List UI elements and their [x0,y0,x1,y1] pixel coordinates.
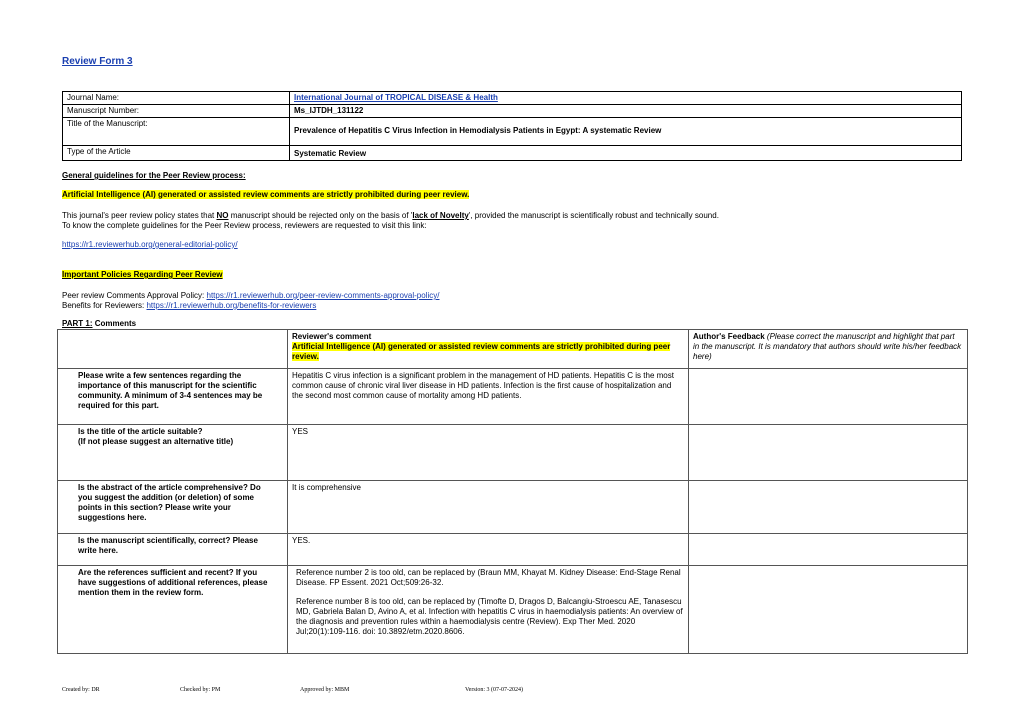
question-scientific: Is the manuscript scientifically, correct? Please write here. [58,534,288,566]
feedback-abstract[interactable] [689,481,968,534]
manuscript-number-label: Manuscript Number: [63,105,290,118]
journal-name-value[interactable] [290,92,962,105]
approval-policy-link[interactable]: https://r1.reviewerhub.org/peer-review-comments-approval-policy/ [206,291,440,300]
article-type-value: Systematic Review [290,146,962,161]
form-title: Review Form 3 [62,56,133,67]
comment-title[interactable]: YES [288,425,689,481]
policy-no: NO [216,211,229,220]
comment-scientific[interactable]: YES. [288,534,689,566]
benefits-link[interactable]: https://r1.reviewerhub.org/benefits-for-reviewers [146,301,317,310]
question-references: Are the references sufficient and recent? If you have suggestions of additional references, please mention them in the review form. [58,566,288,654]
feedback-references[interactable] [689,566,968,654]
manuscript-title-value: Prevalence of Hepatitis C Virus Infection in Hemodialysis Patients in Egypt: A systematic Review [290,118,962,146]
footer-approved: Approved by: MBM [300,687,350,693]
manuscript-title-label: Title of the Manuscript: [63,118,290,146]
journal-label: Journal Name: [63,92,290,105]
ai-warning: Artificial Intelligence (AI) generated or assisted review comments are strictly prohibited during peer review. [62,190,470,199]
comment-references[interactable]: Reference number 2 is too old, can be replaced by (Braun MM, Khayat M. Kidney Disease: End-Stage Renal Disease. FP Essent. 2021 Oct;509:26-32. Reference number 8 is too old, can be replaced by (Timofte D, Dragos D, Balcangiu-Stroescu AE, Tanasescu MD, Gabriela Balan D, Avino A, et al. Infection with hepatitis C virus in haemodialysis patients: An overview of the diagnosis and prevention rules within a haemodialysis centre (Review). Exp Ther Med. 2020 Jul;20(1):109-116. doi: 10.3892/etm.2020.8606. [288,566,689,654]
question-title: Is the title of the article suitable? (If not please suggest an alternative title) [58,425,288,481]
approval-policy-label: Peer review Comments Approval Policy: [62,291,207,300]
manuscript-number-value: Ms_IJTDH_131122 [290,105,962,118]
policies-links [62,291,439,311]
question-importance: Please write a few sentences regarding the importance of this manuscript for the scientific community. A minimum of 3-4 sentences may be required for this part. [58,369,288,425]
header-blank-cell [58,330,288,369]
footer-checked: Checked by: PM [180,687,221,693]
journal-link[interactable]: International Journal of TROPICAL DISEASE & Health [294,93,498,102]
benefits-label: Benefits for Reviewers: [62,301,147,310]
reviewer-ai-warning: Artificial Intelligence (AI) generated or assisted review comments are strictly prohibited during peer review. [292,342,671,361]
question-abstract: Is the abstract of the article comprehensive? Do you suggest the addition (or deletion) of some points in this section? Please write your suggestions here. [58,481,288,534]
feedback-scientific[interactable] [689,534,968,566]
guidelines-heading: General guidelines for the Peer Review process: [62,171,246,180]
footer-created: Created by: DR [62,687,100,693]
feedback-importance[interactable] [689,369,968,425]
editorial-policy-link[interactable]: https://r1.reviewerhub.org/general-editorial-policy/ [62,240,238,249]
comment-importance[interactable]: Hepatitis C virus infection is a significant problem in the management of HD patients. Hepatitis C is the most common cause of chronic viral liver disease in HD patients. Infection is the first cause of hospitalization and the second most common cause of mortality among HD patients. [288,369,689,425]
footer-version: Version: 3 (07-07-2024) [465,687,523,693]
manuscript-info-table [62,91,962,161]
part1-heading: PART 1: Comments [62,319,137,328]
policy-text [62,211,719,231]
comment-abstract[interactable]: It is comprehensive [288,481,689,534]
feedback-title[interactable] [689,425,968,481]
policy-lack-of-novelty: lack of Novelty [412,211,469,220]
author-feedback-header: Author's Feedback (Please correct the manuscript and highlight that part in the manuscript. It is mandatory that authors should write his/her feedback here) [689,330,968,369]
reviewer-comment-header: Reviewer's comment Artificial Intelligence (AI) generated or assisted review comments are strictly prohibited during peer review. [288,330,689,369]
comments-table [57,329,968,654]
article-type-label: Type of the Article [63,146,290,161]
policy-line-2: To know the complete guidelines for the Peer Review process, reviewers are requested to visit this link: [62,221,427,230]
policy-line-1: This journal's peer review policy states that NO manuscript should be rejected only on the basis of 'lack of Novelty', provided the manuscript is scientifically robust and technically sound. [62,211,719,220]
policies-heading: Important Policies Regarding Peer Review [62,270,223,279]
